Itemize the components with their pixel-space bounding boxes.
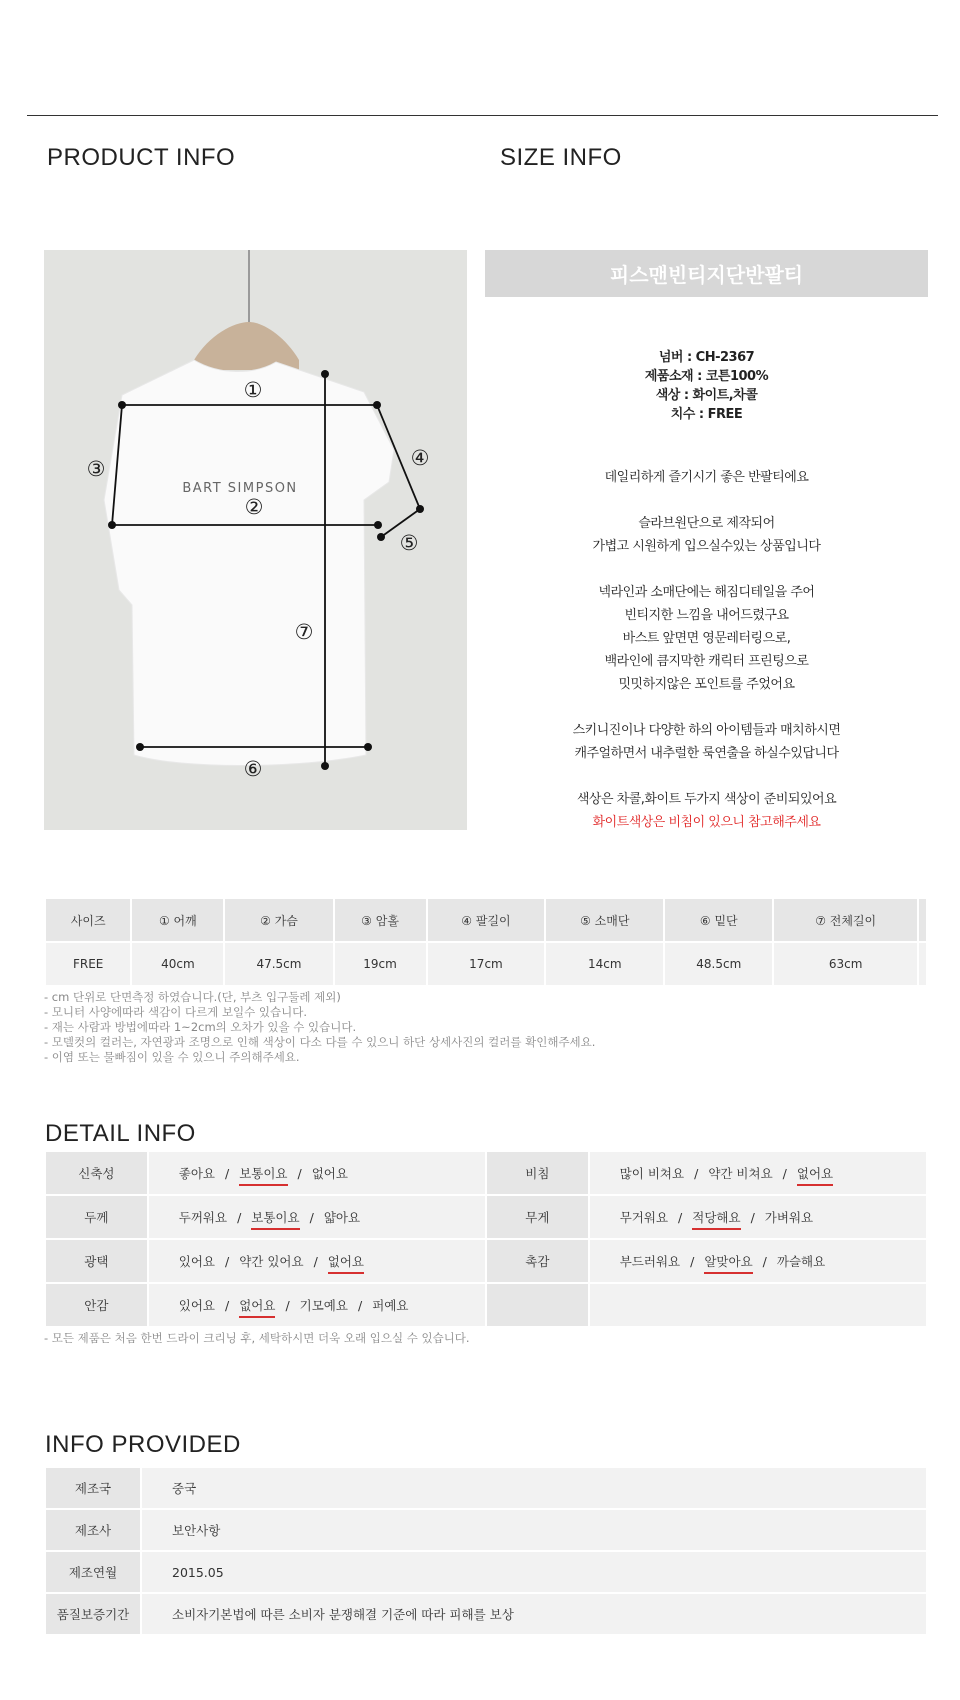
tshirt: [104, 360, 394, 766]
option-separator: /: [750, 1210, 755, 1225]
size-col-header: ① 어깨: [131, 898, 224, 942]
detail-options: [148, 1195, 486, 1239]
selected-option: 없어요: [239, 1298, 275, 1318]
option-separator: /: [224, 1166, 230, 1181]
desc-line: 백라인에 큼지막한 캐릭터 프린팅으로: [604, 654, 809, 669]
option-separator: /: [782, 1166, 787, 1181]
detail-note: - 모든 제품은 처음 한번 드라이 크리닝 후, 세탁하시면 더욱 오래 입으실 수 있습니다.: [44, 1331, 470, 1345]
option-separator: /: [678, 1210, 683, 1225]
product-specs: [485, 348, 928, 424]
desc-line: 넥라인과 소매단에는 해짐디테일을 주어: [598, 585, 815, 600]
spec-size: 치수 : FREE: [670, 407, 743, 422]
option-separator: /: [690, 1254, 695, 1269]
detail-label: 광택: [45, 1239, 148, 1283]
size-table-header: [45, 898, 927, 942]
table-row: [45, 1467, 927, 1509]
size-cell: [918, 942, 927, 986]
table-row: [45, 942, 927, 986]
top-divider: [27, 115, 938, 116]
product-name-bar: [485, 250, 928, 297]
selected-option: 없어요: [797, 1166, 833, 1186]
size-col-header: [918, 898, 927, 942]
size-table: [44, 897, 928, 987]
product-photo: [44, 250, 467, 830]
option-separator: /: [237, 1210, 242, 1225]
size-col-header: ⑥ 밑단: [664, 898, 773, 942]
size-col-header: 사이즈: [45, 898, 131, 942]
detail-options: [589, 1195, 927, 1239]
marker-4: ④: [410, 446, 430, 470]
option-separator: /: [224, 1298, 230, 1313]
option-separator: /: [224, 1254, 230, 1269]
note-line: - cm 단위로 단면측정 하였습니다.(단, 부츠 입구둘레 제외): [44, 990, 341, 1004]
shirt-print: BART SIMPSON: [182, 481, 298, 496]
table-row: [45, 1239, 927, 1283]
note-line: - 모델컷의 컬러는, 자연광과 조명으로 인해 색상이 다소 다를 수 있으니 하단 상세사진의 컬러를 확인해주세요.: [44, 1035, 596, 1049]
size-col-header: ⑦ 전체길이: [773, 898, 918, 942]
info-value: 중국: [141, 1467, 927, 1509]
detail-options: [589, 1151, 927, 1195]
marker-1: ①: [243, 378, 263, 402]
table-row: [45, 1551, 927, 1593]
size-cell: 48.5cm: [664, 942, 773, 986]
size-col-header: ⑤ 소매단: [545, 898, 664, 942]
detail-label: 무게: [486, 1195, 589, 1239]
info-provided-heading: INFO PROVIDED: [45, 1431, 241, 1458]
option: 까슬해요: [776, 1254, 826, 1269]
detail-options: [589, 1239, 927, 1283]
table-row: [45, 1593, 927, 1635]
detail-label: 신축성: [45, 1151, 148, 1195]
selected-option: 보통이요: [251, 1210, 299, 1230]
desc-line: 데일리하게 즐기시기 좋은 반팔티에요: [604, 470, 809, 485]
option: 퍼예요: [372, 1298, 409, 1313]
selected-option: 알맞아요: [704, 1254, 752, 1274]
table-row: [45, 1509, 927, 1551]
option: 많이 비쳐요: [619, 1166, 685, 1181]
option-separator: /: [694, 1166, 699, 1181]
option-separator: /: [357, 1298, 363, 1313]
info-value: 보안사항: [141, 1509, 927, 1551]
info-label: 제조국: [45, 1467, 141, 1509]
option: 부드러워요: [619, 1254, 681, 1269]
selected-option: 없어요: [328, 1254, 364, 1274]
option: 기모예요: [299, 1298, 348, 1313]
detail-options: [589, 1283, 927, 1327]
detail-info-heading: DETAIL INFO: [45, 1120, 196, 1147]
detail-label: [486, 1283, 589, 1327]
table-row: [45, 1151, 927, 1195]
option: 있어요: [178, 1254, 215, 1269]
option: 두꺼워요: [178, 1210, 228, 1225]
note-line: - 재는 사람과 방법에따라 1~2cm의 오차가 있을 수 있습니다.: [44, 1020, 357, 1034]
spec-number: 넘버 : CH-2367: [658, 350, 755, 365]
spec-color: 색상 : 화이트,차콜: [655, 388, 758, 403]
option: 약간 있어요: [239, 1254, 304, 1269]
color-warning: 화이트색상은 비침이 있으니 참고해주세요: [592, 815, 821, 830]
size-col-header: ③ 암홀: [334, 898, 427, 942]
option: 약간 비쳐요: [708, 1166, 773, 1181]
desc-line: 스키니진이나 다양한 하의 아이템들과 매치하시면: [572, 723, 841, 738]
product-info-heading: PRODUCT INFO: [47, 144, 236, 171]
option: 가벼워요: [764, 1210, 814, 1225]
option-separator: /: [309, 1210, 314, 1225]
option-separator: /: [285, 1298, 290, 1313]
desc-line: 가볍고 시원하게 입으실수있는 상품입니다: [592, 539, 821, 554]
product-description: [485, 466, 928, 834]
size-col-header: ② 가슴: [224, 898, 333, 942]
selected-option: 적당해요: [692, 1210, 740, 1230]
option: 있어요: [178, 1298, 215, 1313]
size-cell: 63cm: [773, 942, 918, 986]
table-row: [45, 1195, 927, 1239]
hanger-wood: [194, 322, 299, 370]
option-separator: /: [297, 1166, 302, 1181]
info-provided-table: [44, 1466, 928, 1636]
info-value: 2015.05: [141, 1551, 927, 1593]
detail-options: [148, 1151, 486, 1195]
desc-line: 바스트 앞면면 영문레터링으로,: [622, 631, 791, 646]
info-label: 품질보증기간: [45, 1593, 141, 1635]
size-cell: 14cm: [545, 942, 664, 986]
detail-options: [148, 1283, 486, 1327]
desc-line: 색상은 차콜,화이트 두가지 색상이 준비되있어요: [576, 792, 837, 807]
size-notes: [44, 990, 595, 1065]
detail-label: 촉감: [486, 1239, 589, 1283]
spec-material: 제품소재 : 코튼100%: [644, 369, 769, 384]
detail-label: 비침: [486, 1151, 589, 1195]
marker-6: ⑥: [243, 757, 263, 781]
detail-options: [148, 1239, 486, 1283]
desc-line: 캐주얼하면서 내추럴한 룩연출을 하실수있답니다: [574, 746, 839, 761]
detail-label: 두께: [45, 1195, 148, 1239]
desc-line: 빈티지한 느낌을 내어드렸구요: [624, 608, 789, 623]
note-line: - 모니터 사양에따라 색감이 다르게 보일수 있습니다.: [44, 1005, 308, 1019]
marker-2: ②: [244, 495, 264, 519]
option-separator: /: [313, 1254, 318, 1269]
size-cell: 40cm: [131, 942, 224, 986]
desc-line: 슬라브원단으로 제작되어: [638, 516, 775, 531]
size-cell: 17cm: [427, 942, 546, 986]
size-cell: 47.5cm: [224, 942, 333, 986]
marker-5: ⑤: [399, 531, 419, 555]
note-line: - 이염 또는 물빠짐이 있을 수 있으니 주의해주세요.: [44, 1050, 300, 1064]
product-name: 피스맨빈티지단반팔티: [609, 263, 804, 287]
marker-7: ⑦: [294, 620, 314, 644]
size-col-header: ④ 팔길이: [427, 898, 546, 942]
option: 얇아요: [323, 1210, 361, 1225]
info-label: 제조사: [45, 1509, 141, 1551]
option: 무거워요: [619, 1210, 669, 1225]
size-cell: 19cm: [334, 942, 427, 986]
option: 좋아요: [178, 1166, 215, 1181]
size-cell: FREE: [45, 942, 131, 986]
size-info-heading: SIZE INFO: [500, 144, 622, 171]
option: 없어요: [311, 1166, 348, 1181]
selected-option: 보통이요: [239, 1166, 287, 1186]
detail-table: [44, 1150, 928, 1328]
option-separator: /: [762, 1254, 767, 1269]
detail-label: 안감: [45, 1283, 148, 1327]
desc-line: 밋밋하지않은 포인트를 주었어요: [618, 677, 795, 692]
table-row: [45, 1283, 927, 1327]
info-label: 제조연월: [45, 1551, 141, 1593]
info-value: 소비자기본법에 따른 소비자 분쟁해결 기준에 따라 피해를 보상: [141, 1593, 927, 1635]
marker-3: ③: [86, 457, 106, 481]
